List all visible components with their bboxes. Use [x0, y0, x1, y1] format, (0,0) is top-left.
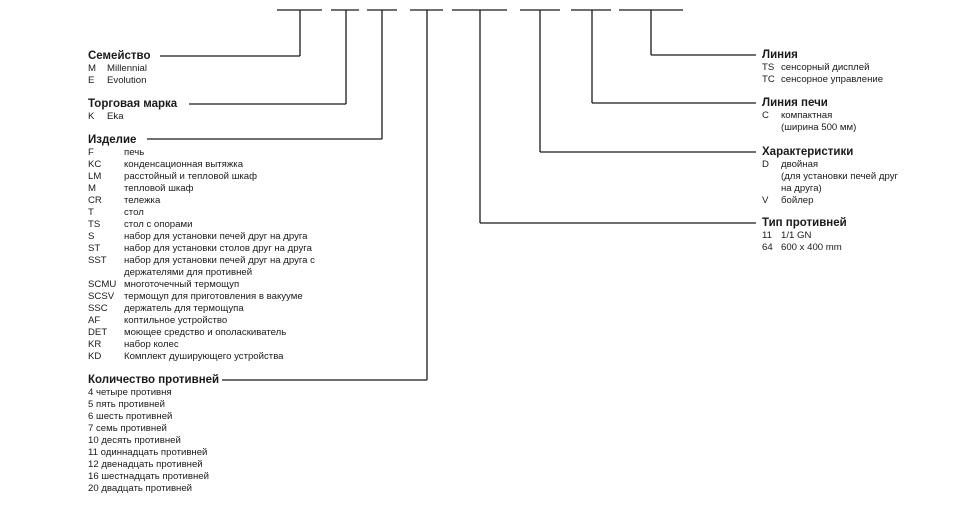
list-item: 20 двадцать противней	[88, 483, 193, 494]
item-code: S	[88, 231, 95, 242]
list-item	[88, 147, 315, 159]
list-item	[88, 219, 315, 231]
item-code: C	[762, 110, 769, 121]
item-code: ST	[88, 243, 101, 254]
group-features	[762, 145, 898, 207]
item-code: 64	[762, 242, 773, 253]
item-desc: моющее средство и ополаскиватель	[124, 327, 287, 338]
group-tray-type	[762, 216, 847, 254]
item-desc: расстойный и тепловой шкаф	[124, 171, 258, 182]
group-oven-line-title: Линия печи	[762, 97, 828, 109]
item-desc: 1/1 GN	[781, 230, 812, 241]
group-brand-title: Торговая марка	[88, 98, 178, 110]
item-code: SCMU	[88, 279, 117, 290]
item-desc: коптильное устройство	[124, 315, 228, 326]
item-desc: многоточечный термощуп	[124, 279, 240, 290]
list-item	[762, 62, 883, 74]
item-desc: стол с опорами	[124, 219, 193, 230]
item-code: DET	[88, 327, 108, 338]
list-item	[762, 159, 898, 195]
list-item	[88, 351, 315, 363]
list-item	[88, 267, 315, 279]
list-item	[762, 230, 847, 242]
item-desc: Evolution	[107, 75, 147, 86]
list-item: 12 двенадцать противней	[88, 459, 203, 470]
item-code: F	[88, 147, 94, 158]
list-item	[762, 195, 898, 207]
item-code: CR	[88, 195, 102, 206]
list-item: 4 четыре противня	[88, 387, 172, 398]
group-trays-count	[88, 373, 219, 495]
list-item: 10 десять противней	[88, 435, 181, 446]
list-item	[88, 195, 315, 207]
item-code: 11	[762, 230, 772, 241]
list-item: 7 семь противней	[88, 423, 167, 434]
item-desc: сенсорный дисплей	[781, 62, 870, 73]
item-desc: конденсационная вытяжка	[124, 159, 244, 170]
list-item	[88, 63, 151, 75]
item-code: TS	[88, 219, 101, 230]
list-item	[88, 327, 315, 339]
item-desc: набор для установки столов друг на друга	[124, 243, 312, 254]
item-desc: стол	[124, 207, 144, 218]
item-desc: двойная (для установки печей друг на друга)	[781, 159, 899, 194]
list-item	[88, 291, 315, 303]
item-code: TS	[762, 62, 775, 73]
group-trays-count-title: Количество противней	[88, 374, 220, 386]
item-code: T	[88, 207, 94, 218]
item-code: K	[88, 111, 95, 122]
item-code: TC	[762, 74, 775, 85]
item-code: SST	[88, 255, 107, 266]
list-item	[88, 315, 315, 327]
item-desc: Комплект душирующего устройства	[124, 351, 284, 362]
item-code: M	[88, 63, 96, 74]
group-family-title: Семейство	[88, 50, 151, 62]
item-code: KC	[88, 159, 102, 170]
item-code: M	[88, 183, 96, 194]
item-code: KD	[88, 351, 102, 362]
group-oven-line	[762, 96, 856, 134]
item-code: V	[762, 195, 769, 206]
item-code: LM	[88, 171, 102, 182]
list-item	[88, 111, 177, 123]
group-product-title: Изделие	[88, 134, 137, 146]
group-family	[88, 49, 151, 87]
list-item	[88, 243, 315, 255]
list-item	[88, 255, 315, 267]
list-item: 5 пять противней	[88, 399, 165, 410]
item-desc: тепловой шкаф	[124, 183, 194, 194]
item-code	[88, 267, 124, 279]
group-brand	[88, 97, 177, 123]
list-item	[88, 183, 315, 195]
item-desc: набор колес	[124, 339, 179, 350]
group-product	[88, 133, 315, 363]
item-code: AF	[88, 315, 101, 326]
item-code: SCSV	[88, 291, 115, 302]
list-item	[88, 159, 315, 171]
list-item: 11 одиннадцать противней	[88, 447, 208, 458]
item-desc: Eka	[107, 111, 124, 122]
item-desc: держатель для термощупа	[124, 303, 244, 314]
item-desc: Millennial	[107, 63, 147, 74]
list-item	[88, 339, 315, 351]
list-item	[88, 279, 315, 291]
item-code: KR	[88, 339, 102, 350]
item-desc: набор для установки печей друг на друга	[124, 231, 308, 242]
list-item: 16 шестнадцать противней	[88, 471, 209, 482]
item-desc: держателями для противней	[124, 267, 253, 278]
item-desc: термощуп для приготовления в вакууме	[124, 291, 303, 302]
group-tray-type-title: Тип противней	[762, 217, 847, 229]
list-item	[88, 171, 315, 183]
item-code: D	[762, 159, 769, 170]
list-item: 6 шесть противней	[88, 411, 173, 422]
item-code: E	[88, 75, 95, 86]
item-code: SSC	[88, 303, 108, 314]
list-item	[762, 74, 883, 86]
list-item	[88, 303, 315, 315]
item-desc: набор для установки печей друг на друга с	[124, 255, 315, 266]
group-features-title: Характеристики	[762, 146, 854, 158]
list-item	[88, 207, 315, 219]
item-desc: тележка	[124, 195, 161, 206]
item-desc: компактная (ширина 500 мм)	[781, 110, 857, 133]
list-item	[88, 75, 151, 87]
item-desc: сенсорное управление	[781, 74, 884, 85]
list-item	[88, 231, 315, 243]
item-desc: бойлер	[781, 195, 814, 206]
list-item	[762, 242, 847, 254]
group-line	[762, 48, 883, 86]
item-desc: 600 x 400 mm	[781, 242, 842, 253]
group-line-title: Линия	[762, 49, 798, 61]
list-item	[762, 110, 856, 134]
item-desc: печь	[124, 147, 145, 158]
